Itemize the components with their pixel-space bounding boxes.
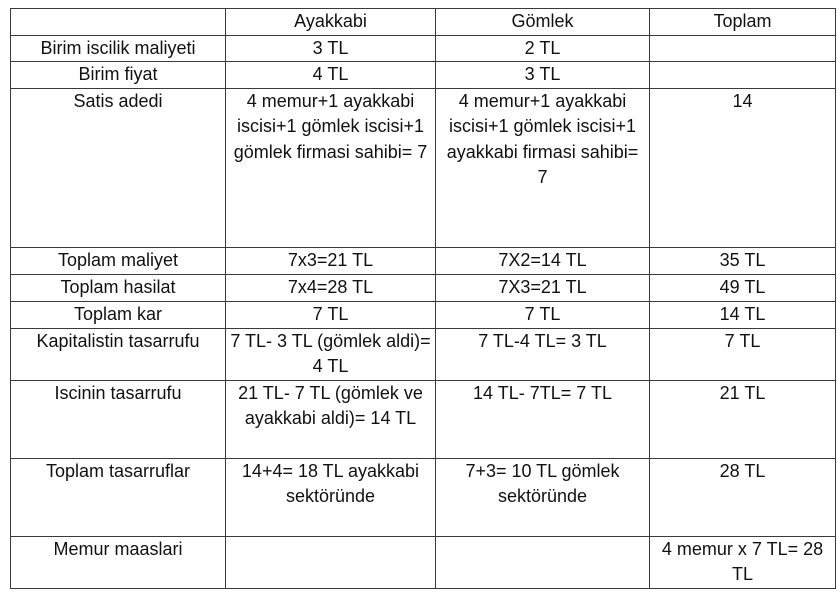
row-label: Birim iscilik maliyeti <box>11 35 226 62</box>
row-label: Satis adedi <box>11 88 226 247</box>
header-cell-toplam: Toplam <box>650 9 836 36</box>
row-label: Memur maaslari <box>11 536 226 588</box>
table-row <box>11 536 836 588</box>
table-row <box>11 62 836 89</box>
ayakkabi-cell: 14+4= 18 TL ayakkabi sektöründe <box>226 458 436 536</box>
row-label: Toplam tasarruflar <box>11 458 226 536</box>
savings-table <box>10 8 836 589</box>
toplam-cell <box>650 62 836 89</box>
toplam-cell: 35 TL <box>650 247 836 274</box>
ayakkabi-cell: 7x4=28 TL <box>226 274 436 301</box>
ayakkabi-cell: 4 TL <box>226 62 436 89</box>
gomlek-cell: 14 TL- 7TL= 7 TL <box>436 380 650 458</box>
gomlek-cell: 4 memur+1 ayakkabi iscisi+1 gömlek iscisi+1 ayakkabi firmasi sahibi= 7 <box>436 88 650 247</box>
ayakkabi-cell: 7 TL <box>226 301 436 328</box>
ayakkabi-cell: 21 TL- 7 TL (gömlek ve ayakkabi aldi)= 14 TL <box>226 380 436 458</box>
gomlek-cell: 3 TL <box>436 62 650 89</box>
ayakkabi-cell <box>226 536 436 588</box>
row-label: Toplam hasilat <box>11 274 226 301</box>
header-cell-gomlek: Gömlek <box>436 9 650 36</box>
gomlek-cell: 7X2=14 TL <box>436 247 650 274</box>
table-row <box>11 88 836 247</box>
row-label: Birim fiyat <box>11 62 226 89</box>
ayakkabi-cell: 4 memur+1 ayakkabi iscisi+1 gömlek iscisi+1 gömlek firmasi sahibi= 7 <box>226 88 436 247</box>
ayakkabi-cell: 7x3=21 TL <box>226 247 436 274</box>
toplam-cell: 7 TL <box>650 328 836 380</box>
toplam-cell: 4 memur x 7 TL= 28 TL <box>650 536 836 588</box>
toplam-cell: 14 <box>650 88 836 247</box>
gomlek-cell <box>436 536 650 588</box>
toplam-cell: 14 TL <box>650 301 836 328</box>
ayakkabi-cell: 7 TL- 3 TL (gömlek aldi)= 4 TL <box>226 328 436 380</box>
row-label: Kapitalistin tasarrufu <box>11 328 226 380</box>
table-row <box>11 35 836 62</box>
toplam-cell <box>650 35 836 62</box>
table-row <box>11 274 836 301</box>
toplam-cell: 21 TL <box>650 380 836 458</box>
row-label: Iscinin tasarrufu <box>11 380 226 458</box>
toplam-cell: 49 TL <box>650 274 836 301</box>
ayakkabi-cell: 3 TL <box>226 35 436 62</box>
header-row <box>11 9 836 36</box>
row-label: Toplam maliyet <box>11 247 226 274</box>
header-cell-empty <box>11 9 226 36</box>
table-row <box>11 380 836 458</box>
table-row <box>11 301 836 328</box>
table-row <box>11 328 836 380</box>
gomlek-cell: 2 TL <box>436 35 650 62</box>
gomlek-cell: 7 TL-4 TL= 3 TL <box>436 328 650 380</box>
gomlek-cell: 7+3= 10 TL gömlek sektöründe <box>436 458 650 536</box>
header-cell-ayakkabi: Ayakkabi <box>226 9 436 36</box>
table-row <box>11 247 836 274</box>
table-row <box>11 458 836 536</box>
gomlek-cell: 7X3=21 TL <box>436 274 650 301</box>
row-label: Toplam kar <box>11 301 226 328</box>
gomlek-cell: 7 TL <box>436 301 650 328</box>
toplam-cell: 28 TL <box>650 458 836 536</box>
